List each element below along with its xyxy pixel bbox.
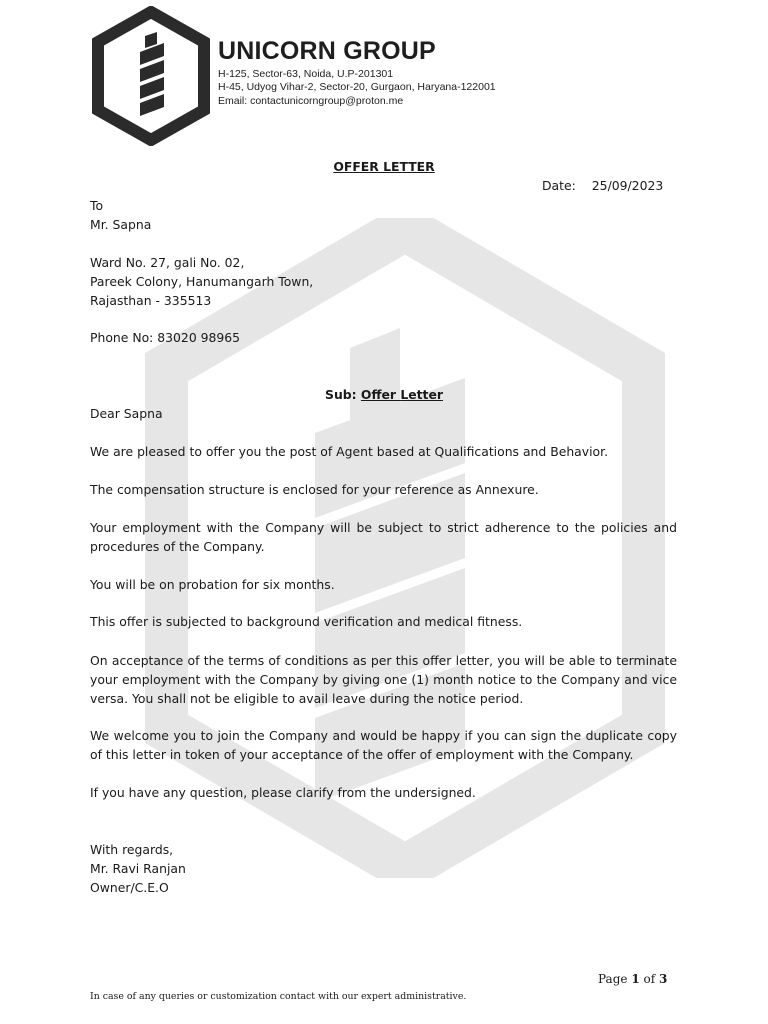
- company-email-line: Email: contactunicorngroup@proton.me: [218, 95, 404, 107]
- signatory-name: Mr. Ravi Ranjan: [90, 861, 186, 876]
- signatory-title: Owner/C.E.O: [90, 880, 169, 895]
- salutation: Dear Sapna: [90, 406, 163, 421]
- paragraph-employment-policy: Your employment with the Company will be subject to strict adherence to the policies and procedures of the Company.: [90, 520, 677, 554]
- page-number: [598, 970, 667, 989]
- letter-title: [0, 157, 768, 176]
- page-label: Page: [598, 972, 628, 986]
- paragraph-verification: This offer is subjected to background verification and medical fitness.: [90, 614, 523, 629]
- date-label: Date:: [542, 178, 576, 193]
- company-name: UNICORN GROUP: [218, 37, 436, 65]
- recipient-address-line-2: Pareek Colony, Hanumangarh Town,: [90, 274, 314, 289]
- company-address-line-1: H-125, Sector-63, Noida, U.P-201301: [218, 68, 394, 80]
- date-value: 25/09/2023: [591, 178, 664, 193]
- to-label: To: [90, 198, 104, 213]
- letter-title-text: OFFER LETTER: [333, 159, 435, 174]
- paragraph-questions: If you have any question, please clarify from the undersigned.: [90, 785, 476, 800]
- page-current: 1: [631, 972, 640, 986]
- letter-date: [542, 176, 663, 195]
- recipient-name: Mr. Sapna: [90, 217, 152, 232]
- recipient-phone: Phone No: 83020 98965: [90, 330, 241, 345]
- closing: With regards,: [90, 842, 174, 857]
- paragraph-compensation: The compensation structure is enclosed for your reference as Annexure.: [90, 482, 539, 497]
- subject-line: [0, 385, 768, 404]
- paragraph-probation: You will be on probation for six months.: [90, 577, 335, 592]
- recipient-address-line-3: Rajasthan - 335513: [90, 293, 212, 308]
- page-total: 3: [659, 972, 668, 986]
- subject-label: Sub:: [325, 387, 357, 402]
- recipient-address-line-1: Ward No. 27, gali No. 02,: [90, 255, 245, 270]
- paragraph-offer: We are pleased to offer you the post of Agent based at Qualifications and Behavior.: [90, 444, 609, 459]
- page-of-label: of: [643, 972, 656, 986]
- subject-value: Offer Letter: [360, 387, 443, 402]
- company-address-line-2: H-45, Udyog Vihar-2, Sector-20, Gurgaon, Haryana-122001: [218, 81, 496, 93]
- paragraph-welcome: We welcome you to join the Company and would be happy if you can sign the duplicate copy of this letter in token of your acceptance of the offer of employment with the Company.: [90, 728, 677, 762]
- paragraph-notice-period: On acceptance of the terms of conditions as per this offer letter, you will be able to terminate your employment with the Company by giving one (1) month notice to the Company and vice versa. You shall not be eligible to avail leave during the notice period.: [90, 653, 677, 706]
- company-logo-icon: [90, 6, 212, 146]
- footer-note: In case of any queries or customization contact with our expert administrative.: [90, 991, 467, 1002]
